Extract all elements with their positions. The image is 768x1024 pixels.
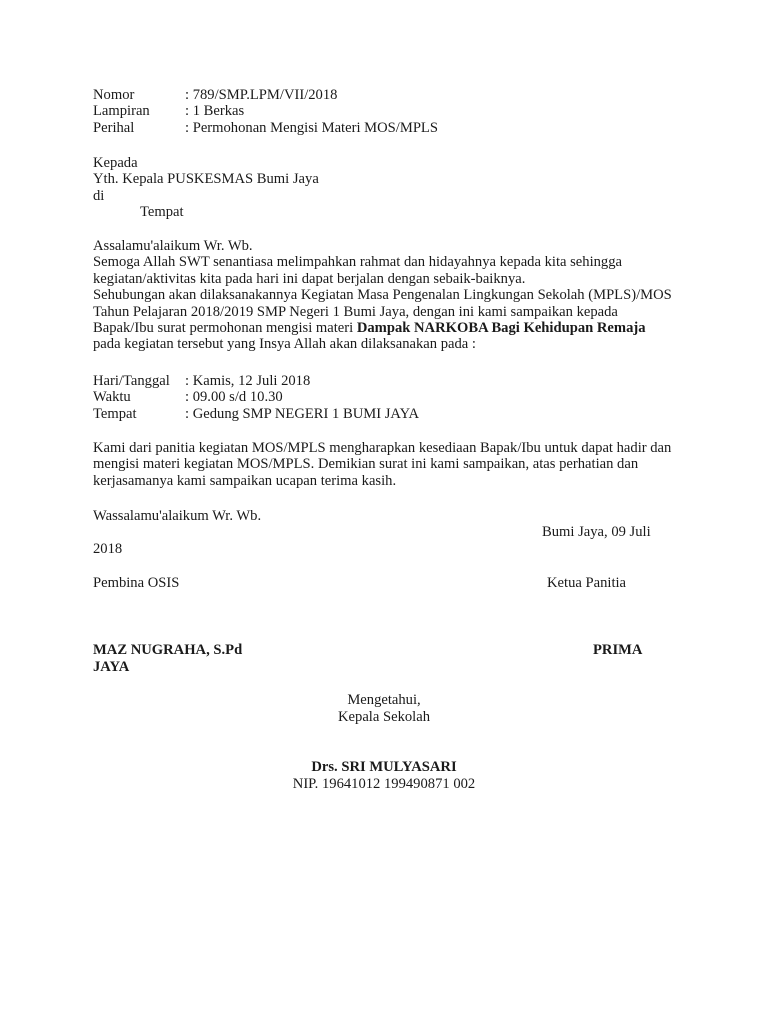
head-title: Kepala Sekolah <box>338 709 430 725</box>
left-signer-name: MAZ NUGRAHA, S.Pd <box>93 642 243 658</box>
body-paragraph-1: Semoga Allah SWT senantiasa melimpahkan rahmat dan hidayahnya kepada kita sehingga kegiatan/aktivitas kita pada hari ini dapat berjalan dengan sebaik-baiknya. <box>93 254 623 287</box>
right-signer-title: Ketua Panitia <box>547 575 627 591</box>
recipient-line: Tempat <box>140 204 184 221</box>
greeting: Assalamu'alaikum Wr. Wb. <box>93 238 253 254</box>
header-row-lampiran <box>93 103 673 119</box>
header-value: : 789/SMP.LPM/VII/2018 <box>185 87 338 103</box>
recipient-block <box>93 155 673 221</box>
letter-header <box>93 87 673 136</box>
body-paragraph-2 <box>93 287 673 353</box>
farewell-text: Wassalamu'alaikum Wr. Wb. <box>93 508 262 524</box>
recipient-line: di <box>93 187 105 204</box>
header-value: : 1 Berkas <box>185 103 245 120</box>
topic-title: Dampak NARKOBA Bagi Kehidupan Remaja <box>356 320 646 337</box>
head-name: Drs. SRI MULYASARI <box>311 759 457 775</box>
schedule-row-place <box>93 406 673 422</box>
schedule-value: : Kamis, 12 Juli 2018 <box>185 373 311 389</box>
acknowledge-label: Mengetahui, <box>347 692 421 708</box>
recipient-line: Kepada <box>93 155 138 171</box>
recipient-line: Yth. Kepala PUSKESMAS Bumi Jaya <box>93 171 319 188</box>
schedule-label: Tempat <box>93 405 137 422</box>
header-row-nomor <box>93 87 673 103</box>
letter-date-year: 2018 <box>93 541 123 557</box>
header-row-perihal <box>93 120 673 136</box>
para2-text-end: pada kegiatan tersebut yang Insya Allah akan dilaksanakan pada : <box>93 336 476 353</box>
schedule-label: Hari/Tanggal <box>93 373 170 389</box>
left-signer-title: Pembina OSIS <box>93 575 180 591</box>
letter-body <box>93 238 673 353</box>
right-signer-name: PRIMA <box>593 642 643 658</box>
schedule-block <box>93 373 673 422</box>
right-signer-name-cont: JAYA <box>93 659 130 675</box>
farewell <box>93 508 673 524</box>
header-label: Nomor <box>93 87 135 103</box>
schedule-value: : 09.00 s/d 10.30 <box>185 389 283 406</box>
header-label: Perihal <box>93 119 135 136</box>
letter-date: Bumi Jaya, 09 Juli <box>542 524 651 540</box>
schedule-row-time <box>93 389 673 405</box>
header-label: Lampiran <box>93 103 150 120</box>
para2-text: Sehubungan akan dilaksanakannya Kegiatan Masa Pengenalan Lingkungan Sekolah (MPLS)/MOS Tahun Pelajaran 2018/2019 SMP Negeri 1 Bumi Jaya, dengan ini kami sampaikan kepada Bapak/Ibu surat permohonan mengisi materi <box>93 287 672 337</box>
closing-block <box>93 440 673 489</box>
closing-paragraph: Kami dari panitia kegiatan MOS/MPLS mengharapkan kesediaan Bapak/Ibu untuk dapat hadir dan mengisi materi kegiatan MOS/MPLS. Demikian surat ini kami sampaikan, atas perhatian dan kerjasamanya kami sampaikan ucapan terima kasih. <box>93 440 672 489</box>
schedule-value: : Gedung SMP NEGERI 1 BUMI JAYA <box>185 405 420 422</box>
schedule-label: Waktu <box>93 389 131 406</box>
schedule-row-date <box>93 373 673 389</box>
header-value: : Permohonan Mengisi Materi MOS/MPLS <box>185 119 438 136</box>
head-nip: NIP. 19641012 199490871 002 <box>292 776 476 792</box>
